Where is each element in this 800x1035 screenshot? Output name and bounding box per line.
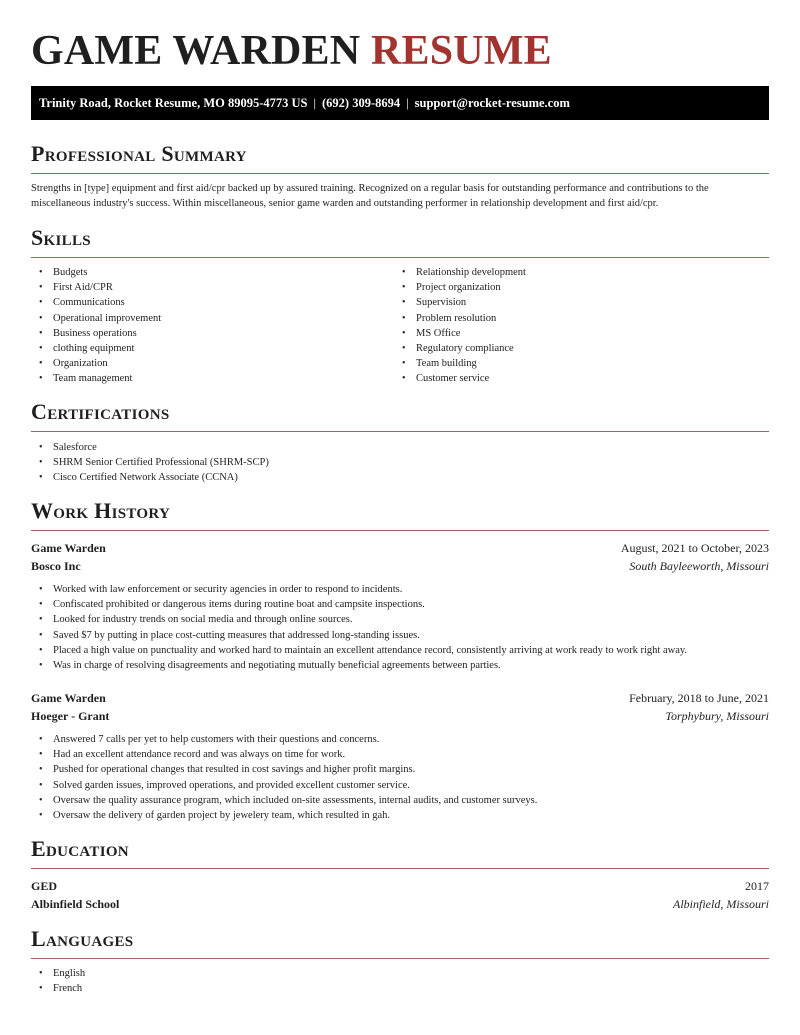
skill-item: • Operational improvement [31,311,391,326]
certification-item: • SHRM Senior Certified Professional (SHRM-SCP) [31,455,769,470]
job-company: Bosco Inc [31,559,81,573]
skills-list-left [31,265,391,387]
work-section-header [31,498,769,531]
education-school: Albinfield School [31,897,120,911]
job-title-row [31,689,769,707]
job-bullet: • Oversaw the quality assurance program, which included on-site assessments, internal audits, and customer surveys. [31,793,769,808]
contact-phone[interactable]: (692) 309-8694 [322,96,401,110]
title-main: GAME WARDEN [31,28,361,74]
resume-title [31,28,552,74]
skill-item: • Organization [31,356,391,371]
skill-item: • MS Office [394,326,754,341]
education-heading: Education [31,836,129,861]
skill-item: • Team management [31,371,391,386]
language-item: • English [31,966,769,981]
contact-separator: | [313,96,317,110]
job-bullets [31,582,769,673]
work-heading: Work History [31,498,171,523]
skills-heading: Skills [31,225,91,250]
job-bullet: • Had an excellent attendance record and was always on time for work. [31,747,769,762]
skill-item: • Team building [394,356,754,371]
languages-heading: Languages [31,926,134,951]
skill-item: • Supervision [394,295,754,310]
summary-text: Strengths in [type] equipment and first aid/cpr backed up by assured training. Recognized on a regular basis for outstanding performance and contributions to the miscellaneous industry's success. Within miscellaneous, senior game warden and outstanding performer in relationship development and first aid/cpr. [31,183,709,209]
certifications-heading: Certifications [31,399,170,424]
skill-item: • Customer service [394,371,754,386]
job-bullet: • Saved $7 by putting in place cost-cutting measures that addressed long-standing issues. [31,628,769,643]
certification-item: • Salesforce [31,440,769,455]
title-accent: RESUME [370,28,552,74]
job-dates: February, 2018 to June, 2021 [629,691,769,705]
skill-item: • clothing equipment [31,341,391,356]
education-degree-row [31,877,769,895]
job-bullet: • Pushed for operational changes that resulted in cost savings and higher profit margins. [31,762,769,777]
contact-address: Trinity Road, Rocket Resume, MO 89095-4773 US [39,96,308,110]
contact-separator: | [406,96,409,110]
education-degree: GED [31,879,58,893]
skill-item: • Business operations [31,326,391,341]
skill-item: • Communications [31,295,391,310]
job-bullet: • Oversaw the delivery of garden project by jewelery team, which resulted in gah. [31,808,769,823]
job-bullet: • Confiscated prohibited or dangerous items during routine boat and campsite inspections. [31,597,769,612]
job-company-row [31,707,769,725]
job-location: South Bayleeworth, Missouri [629,559,769,573]
summary-section-header [31,141,769,174]
skill-item: • First Aid/CPR [31,280,391,295]
job-bullet: • Answered 7 calls per yet to help customers with their questions and concerns. [31,732,769,747]
skills-list-right [394,265,754,387]
languages-section-header [31,926,769,959]
job-title-row [31,539,769,557]
job-dates: August, 2021 to October, 2023 [620,541,769,555]
summary-heading: Professional Summary [31,141,247,166]
skill-item: • Problem resolution [394,311,754,326]
skill-item: • Budgets [31,265,391,280]
education-location: Albinfield, Missouri [673,897,769,911]
certifications-section-header [31,399,769,432]
education-school-row [31,895,769,913]
education-section-header [31,836,769,869]
job-title: Game Warden [31,541,106,555]
certification-item: • Cisco Certified Network Associate (CCNA) [31,470,769,485]
skill-item: • Regulatory compliance [394,341,754,356]
language-item: • French [31,981,769,996]
contact-bar [31,86,769,120]
job-bullet: • Was in charge of resolving disagreements and negotiating mutually beneficial agreements between parties. [31,658,769,673]
job-company-row [31,557,769,575]
languages-list [31,966,769,996]
job-bullet: • Worked with law enforcement or security agencies in order to respond to incidents. [31,582,769,597]
contact-email[interactable]: support@rocket-resume.com [414,96,570,110]
job-company: Hoeger - Grant [31,709,110,723]
job-bullets [31,732,769,823]
skill-item: • Project organization [394,280,754,295]
job-bullet: • Solved garden issues, improved operations, and provided excellent customer service. [31,778,769,793]
skills-section-header [31,225,769,258]
job-bullet: • Looked for industry trends on social media and through online sources. [31,612,769,627]
certifications-list [31,440,769,486]
skill-item: • Relationship development [394,265,754,280]
job-title: Game Warden [31,691,106,705]
job-location: Torphybury, Missouri [665,709,769,723]
job-bullet: • Placed a high value on punctuality and worked hard to maintain an excellent attendance record, consistently arriving at work ready to work right away. [31,643,769,658]
education-year: 2017 [745,879,769,893]
